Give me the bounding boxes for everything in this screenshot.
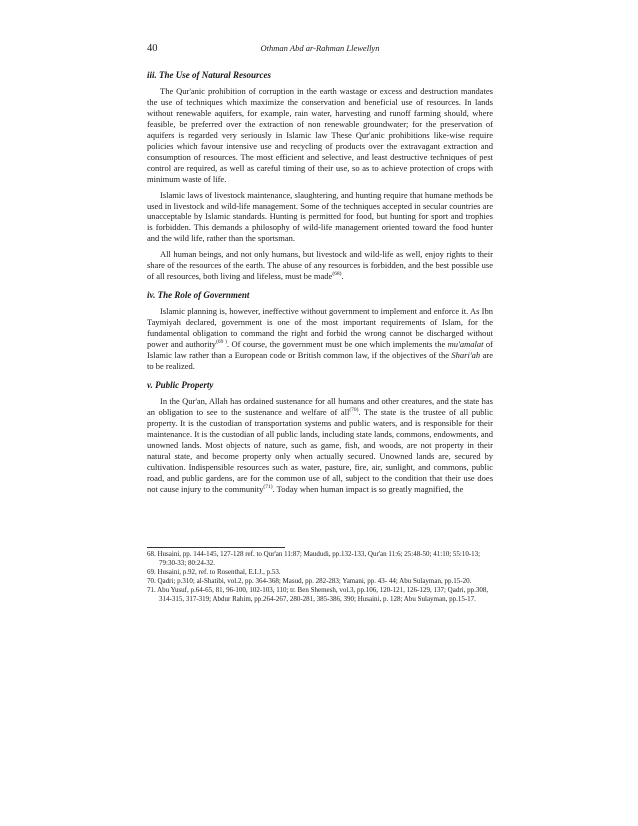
paragraph-text: All human beings, and not only humans, but livestock and wild-life as well, enjoy rights to their share of the resources of the earth. The abuse of any resources is forbidden, and the best possible use of all resources, both living and lifeless, must be made <box>147 249 493 282</box>
paragraph-text: Islamic planning is, however, ineffective without government to implement and enforce it. As Ibn Taymiyah declared, government is one of the most important requirements of Islam, for the fundamental obligation to command the right and forbid the wrong cannot be discharged without power and authority <box>147 306 493 350</box>
section-heading-natural-resources: iii. The Use of Natural Resources <box>147 70 272 80</box>
footnotes <box>147 550 493 603</box>
section-heading-government: iv. The Role of Government <box>147 290 250 301</box>
footnote: 68. Husaini, pp. 144-145, 127-128 ref. to Qur'an 11:87; Maududi, pp.132-133, Qur'an 11:6; 25:48-50; 41:10; 55:10-13; 79:30-33; 80:24-32. <box>147 550 481 567</box>
paragraph-text: . Today when human impact is so greatly magnified, the <box>272 483 464 494</box>
paragraph <box>147 249 493 282</box>
footnote: 70. Qadri; p.310; al-Shatibi, vol.2, pp. 364-368; Masud, pp. 282-283; Yamani, pp. 43- 44; Abu Sulayman, pp.15-20. <box>147 576 472 585</box>
italic-term: mu'amalat <box>447 339 484 350</box>
body-text <box>147 70 493 500</box>
paragraph-text: . <box>341 271 344 282</box>
footnote-divider <box>147 547 285 548</box>
paragraph <box>147 306 493 372</box>
footnote-ref: (68) <box>332 271 342 278</box>
page-number: 40 <box>147 43 158 54</box>
paragraph-text: . Of course, the government must be one which implements the <box>226 339 448 350</box>
footnote-ref: (70) <box>349 407 359 414</box>
section-heading-public-property: v. Public Property <box>147 379 214 390</box>
paragraph <box>147 396 493 495</box>
footnote: 69. Husaini, p.92, ref. to Rosenthal, E.I.J., p.53. <box>147 567 281 576</box>
paragraph-text: are to be realized. <box>147 350 493 371</box>
footnote: 71. Abu Yusuf, p.64-65, 81, 96-100, 102-103, 110; tr. Ben Shemesh, vol.3, pp.106, 120-121, 126-129, 137; Qadri, pp.308, 314-315, 317-319; Abdur Rahim, pp.264-267, 280-281, 385-386, 390; Husaini, p. 128; Abu Sulayman, pp.15-17. <box>147 585 489 603</box>
footnote-ref: (71) <box>263 483 273 490</box>
paragraph: Islamic laws of livestock maintenance, slaughtering, and hunting require that humane methods be used in livestock and wild-life management. Some of the techniques accepted in secular countries are unacceptable by Islamic standards. Hunting is permitted for food, but hunting for sport and trophies is forbidden. This demands a philosophy of wild-life management oriented toward the food hunter and the wild life, rather than the sportsman. <box>147 189 493 244</box>
paragraph-text: . The state is the trustee of all public property. It is the custodian of transportation systems and public waters, and is responsible for their maintenance. It is the custodian of all public lands, including state lands, commons, endowments, and unowned lands. Most objects of nature, such as game, fish, and woods, are not property in their natural state, and become property only when actually secured. Unowned lands are, secured by cultivation. Indispensible resources such as water, pasture, fire, air, sunlight, and commons, public road, and public gardens, are for the common use of all, subject to the condition that their use does not cause injury to the community <box>147 406 493 494</box>
paragraph: The Qur'anic prohibition of corruption in the earth wastage or excess and destruction mandates the use of techniques which maximize the conservation and beneficial use of resources. In lands without renewable aquifers, for example, rain water, harvesting and runoff farming should, where feasible, be preferred over the extraction of non renewable groundwater; for the preservation of aquifers is regarded very seriously in Islamic law These Qur'anic prohibitions like-wise require policies which favour intensive use and recycling of products over the extravagant extraction and consumption of resources. The most efficient and selective, and least destructive techniques of pest control are required, as well as careful timing of their use, so as to achieve protection of crops with minimum waste of life. <box>147 86 493 184</box>
paragraph-text: of Islamic law rather than a European code or British common law, if the objectives of the <box>147 339 493 361</box>
footnote-ref: (69 ) <box>216 339 227 346</box>
paragraph-text: In the Qur'an, Allah has ordained sustenance for all humans and other creatures, and the state has an obligation to see to the sustenance and welfare of all <box>147 395 493 417</box>
running-header <box>147 43 493 57</box>
italic-term: Shari'ah <box>451 350 481 361</box>
running-title: Othman Abd ar-Rahman Llewellyn <box>260 43 380 53</box>
